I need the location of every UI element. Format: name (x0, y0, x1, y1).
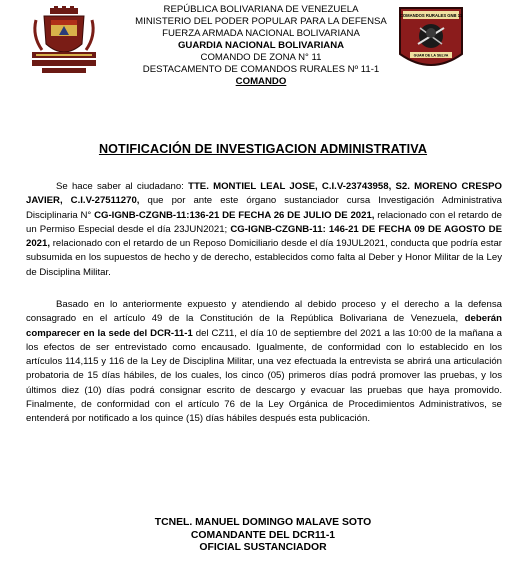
comandos-rurales-badge-icon (398, 6, 464, 78)
header-line-armed-forces: FUERZA ARMADA NACIONAL BOLIVARIANA (162, 28, 360, 39)
signer-role: COMANDANTE DEL DCR11-1 (190, 529, 336, 541)
header-line-zone: COMANDO DE ZONA N° 11 (200, 52, 322, 63)
paragraph-text: del CZ11, el día 10 de septiembre del 2021 a las 10:00 de la mañana a los efectos de ser entrevistado como encausado. Igualmente, de conformidad con lo establecido en los artículos 114,115 y 116 de la Ley de Disciplina Militar, una vez efectuada la entrevista se abrirá una articulación probatoria de 15 días hábiles, de los cuales, los cinco (05) primeros días podrá promover las pruebas, y los últimos diez (10) días podrá consignar escrito de descargo y evacuar las pruebas que haya promovido. Finalmente, de conformidad con el artículo 76 de la Ley Orgánica de Procedimientos Administrativos, se entenderá por notificado a los quince (15) días hábiles después esta publicación. (26, 327, 502, 425)
paragraph-text: que por ante este órgano sustanciador cursa Investigación Administrativa Disciplinaria N° (26, 195, 502, 221)
gnb-crest-icon (28, 6, 100, 76)
header-line-detachment: DESTACAMENTO DE COMANDOS RURALES Nº 11-1 (142, 64, 380, 75)
header-line-ministry: MINISTERIO DEL PODER POPULAR PARA LA DEFENSA (135, 16, 387, 27)
signer-name: TCNEL. MANUEL DOMINGO MALAVE SOTO (154, 517, 372, 528)
paragraph-text: relacionado con el retardo de un Reposo Domiciliario desde el día 19JUL2021, conducta que podría estar subsumida en los supuestos de hecho y de derecho, establecidos como falta al Deber y Honor Militar de la Ley de Disciplina Militar. (26, 238, 502, 278)
document-title: NOTIFICACIÓN DE INVESTIGACION ADMINISTRATIVA (98, 142, 428, 156)
paragraph-text: Basado en lo anteriormente expuesto y atendiendo al debido proceso y el derecho a la defensa consagrado en el artículo 49 de la Constitución de la República Bolivariana de Venezuela, (26, 299, 502, 325)
appearance-location: deberán comparecer en la sede del DCR-11-1 (26, 313, 502, 339)
case-number-2: CG-IGNB-CZGNB-11: 146-21 DE FECHA 09 DE AGOSTO DE 2021, (26, 223, 502, 250)
case-number-1: CG-IGNB-CZGNB-11:136-21 DE FECHA 26 DE JULIO DE 2021, (94, 209, 375, 221)
badge-top-text: COMANDOS RURALES GNB 11 (399, 13, 463, 18)
document-header (96, 4, 426, 88)
signature-block (0, 517, 526, 555)
header-line-guard: GUARDIA NACIONAL BOLIVARIANA (177, 40, 345, 51)
header-line-republic: REPÚBLICA BOLIVARIANA DE VENEZUELA (163, 4, 359, 15)
paragraph-notice (26, 180, 502, 280)
paragraph-procedure (26, 298, 502, 427)
badge-bottom-text: GUAR DE LA SELVA (413, 53, 449, 58)
paragraph-text: relacionado con el retardo de un Permiso Especial desde el día 23JUN2021; (26, 209, 502, 235)
header-line-command: COMANDO (235, 76, 287, 87)
paragraph-text: Se hace saber al ciudadano: (56, 181, 189, 192)
accused-names: TTE. MONTIEL LEAL JOSE, C.I.V-23743958, S2. MORENO CRESPO JAVIER, C.I.V-27511270, (26, 181, 502, 207)
signer-role: OFICIAL SUSTANCIADOR (199, 542, 327, 554)
